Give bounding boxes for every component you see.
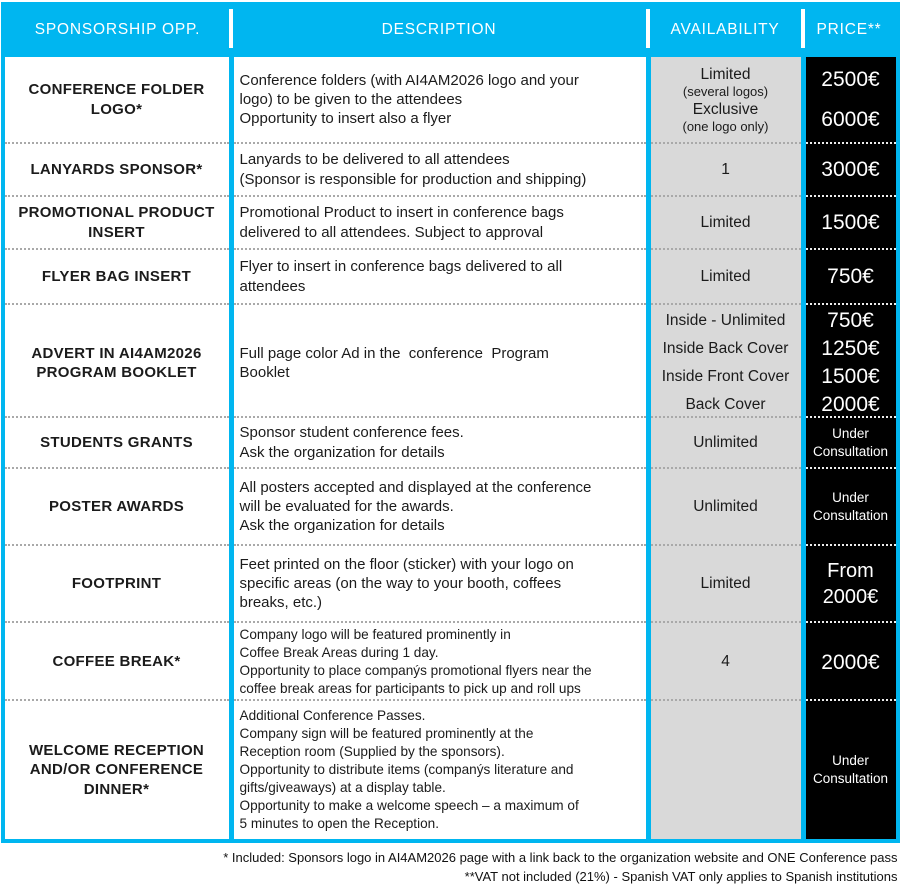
availability-cell [651, 57, 801, 142]
availability-cell [651, 142, 801, 195]
sponsorship-name-cell [5, 303, 229, 421]
price-line: Under [832, 753, 869, 769]
header-sponsorship-opp: SPONSORSHIP OPP. [34, 20, 201, 38]
description-line: Ask the organization for details [239, 517, 445, 535]
availability-line: Inside - Unlimited [665, 312, 786, 329]
name-line: CONFERENCE FOLDER [28, 81, 205, 98]
description-line: attendees [239, 277, 306, 295]
table-row [5, 248, 896, 303]
availability-line: Limited [700, 65, 751, 83]
availability-cell [651, 248, 801, 303]
price-cell [806, 248, 896, 303]
header-separator [646, 9, 650, 48]
description-line: Feet printed on the floor (sticker) with your logo on [239, 555, 574, 573]
price-line: 750€ [827, 264, 874, 288]
description-line: Opportunity to place companýs promotional flyers near the [239, 663, 592, 679]
table-row [5, 195, 896, 248]
table-row [5, 699, 896, 839]
description-line: Flyer to insert in conference bags delivered to all [239, 258, 563, 276]
price-cell [806, 467, 896, 544]
name-line: AND/OR CONFERENCE [29, 761, 204, 779]
description-line: gifts/giveaways) at a display table. [239, 780, 446, 796]
description-line: Conference folders (with AI4AM2026 logo and your [239, 71, 579, 89]
availability-line: Limited [700, 213, 751, 231]
description-cell [234, 142, 646, 195]
description-cell [234, 248, 646, 303]
sponsorship-table [1, 2, 900, 843]
name-line: INSERT [88, 223, 145, 241]
description-line: Promotional Product to insert in conference bags [239, 204, 564, 222]
footnote-vat: **VAT not included (21%) - Spanish VAT only applies to Spanish institutions [464, 868, 898, 884]
description-cell [234, 195, 646, 248]
name-line: FLYER BAG INSERT [41, 267, 192, 285]
price-line: Under [832, 489, 869, 505]
price-cell [806, 416, 896, 467]
description-line: logo) to be given to the attendees [239, 90, 463, 108]
description-cell [234, 467, 646, 544]
price-line: Consultation [812, 507, 889, 523]
table-header-row [5, 2, 896, 57]
availability-line: (one logo only) [682, 118, 769, 134]
sponsorship-name-cell [5, 544, 229, 621]
description-line: All posters accepted and displayed at the conference [239, 478, 592, 496]
table-row [5, 544, 896, 621]
description-line: Additional Conference Passes. [239, 707, 426, 723]
availability-line: 4 [721, 653, 730, 671]
description-line: Booklet [239, 364, 290, 381]
price-line: 3000€ [821, 157, 880, 181]
availability-line: 1 [721, 160, 730, 178]
sponsorship-name-cell [5, 416, 229, 467]
price-cell [806, 142, 896, 195]
description-line: will be evaluated for the awards. [239, 497, 454, 515]
name-line: POSTER AWARDS [48, 497, 185, 515]
description-line: delivered to all attendees. Subject to approval [239, 223, 544, 241]
footnote-included: * Included: Sponsors logo in AI4AM2026 page with a link back to the organization website and ONE Conference pass [223, 850, 898, 865]
price-line: 6000€ [821, 107, 880, 131]
name-line: WELCOME RECEPTION [28, 741, 205, 759]
availability-cell [651, 303, 801, 421]
availability-cell [651, 195, 801, 248]
availability-cell [651, 699, 801, 839]
description-cell [234, 621, 646, 701]
sponsorship-table-page [1, 0, 900, 887]
name-line: STUDENTS GRANTS [40, 433, 193, 451]
description-line: Opportunity to insert also a flyer [239, 110, 452, 128]
price-line: 2000€ [821, 393, 880, 416]
table-row [5, 416, 896, 467]
description-line: Full page color Ad in the conference Program [239, 344, 549, 362]
name-line: PROGRAM BOOKLET [36, 364, 197, 381]
header-description: DESCRIPTION [381, 20, 497, 38]
availability-line: Limited [700, 267, 751, 285]
availability-line: Back Cover [685, 396, 766, 413]
sponsorship-name-cell [5, 195, 229, 248]
description-cell [234, 303, 646, 421]
table-row [5, 303, 896, 416]
availability-line: Inside Front Cover [661, 368, 790, 385]
price-line: Consultation [812, 443, 889, 459]
sponsorship-name-cell [5, 621, 229, 701]
availability-line: Limited [700, 574, 751, 592]
price-line: 2000€ [822, 585, 879, 608]
table-body [5, 57, 896, 839]
description-line: Ask the organization for details [239, 443, 445, 461]
table-row [5, 142, 896, 195]
description-line: Coffee Break Areas during 1 day. [239, 645, 439, 661]
name-line: COFFEE BREAK* [52, 653, 181, 671]
sponsorship-name-cell [5, 467, 229, 544]
price-line: 1500€ [821, 210, 880, 234]
availability-line: Unlimited [693, 497, 758, 515]
description-cell [234, 57, 646, 142]
availability-cell [651, 621, 801, 701]
description-cell [234, 699, 646, 839]
name-line: ADVERT IN AI4AM2026 [31, 344, 202, 362]
header-separator [801, 9, 805, 48]
price-line: 750€ [827, 309, 874, 332]
price-cell [806, 699, 896, 839]
sponsorship-name-cell [5, 699, 229, 839]
availability-line: Unlimited [693, 433, 758, 451]
name-line: PROMOTIONAL PRODUCT [18, 204, 215, 221]
availability-line: (several logos) [682, 83, 769, 99]
price-line: Under [832, 425, 869, 441]
sponsorship-name-cell [5, 57, 229, 142]
price-line: Consultation [812, 771, 889, 786]
description-cell [234, 544, 646, 621]
sponsorship-name-cell [5, 142, 229, 195]
table-row [5, 467, 896, 544]
name-line: FOOTPRINT [71, 574, 162, 592]
price-cell [806, 57, 896, 142]
table-row [5, 57, 896, 142]
description-line: coffee break areas for participants to pick up and roll ups [239, 681, 581, 697]
description-line: Opportunity to make a welcome speech – a maximum of [239, 798, 579, 814]
price-line: 2000€ [821, 650, 880, 674]
price-line: From [827, 559, 874, 582]
description-line: breaks, etc.) [239, 594, 323, 612]
name-line: LANYARDS SPONSOR* [30, 160, 203, 178]
description-line: 5 minutes to open the Reception. [239, 816, 440, 832]
footnotes [1, 849, 900, 887]
availability-line: Exclusive [692, 100, 759, 118]
description-line: Company logo will be featured prominently in [239, 627, 511, 642]
description-line: specific areas (on the way to your booth, coffees [239, 574, 562, 592]
price-cell [806, 621, 896, 701]
availability-line: Inside Back Cover [662, 340, 789, 357]
price-line: 1250€ [821, 337, 880, 360]
description-line: Reception room (Supplied by the sponsors). [239, 743, 505, 759]
description-line: Lanyards to be delivered to all attendees [239, 151, 510, 169]
price-cell [806, 544, 896, 621]
price-line: 2500€ [821, 68, 880, 92]
description-line: Opportunity to distribute items (companýs literature and [239, 761, 574, 777]
description-cell [234, 416, 646, 467]
price-line: 1500€ [821, 365, 880, 388]
description-line: Company sign will be featured prominently at the [239, 725, 534, 741]
description-line: (Sponsor is responsible for production and shipping) [239, 170, 587, 188]
sponsorship-name-cell [5, 248, 229, 303]
description-line: Sponsor student conference fees. [239, 424, 464, 442]
header-separator [229, 9, 233, 48]
name-line: DINNER* [83, 780, 150, 798]
header-price: PRICE** [816, 20, 882, 38]
availability-cell [651, 544, 801, 621]
table-row [5, 621, 896, 699]
name-line: LOGO* [90, 100, 143, 118]
price-cell [806, 195, 896, 248]
availability-cell [651, 467, 801, 544]
availability-cell [651, 416, 801, 467]
price-cell [806, 303, 896, 421]
header-availability: AVAILABILITY [670, 20, 780, 38]
